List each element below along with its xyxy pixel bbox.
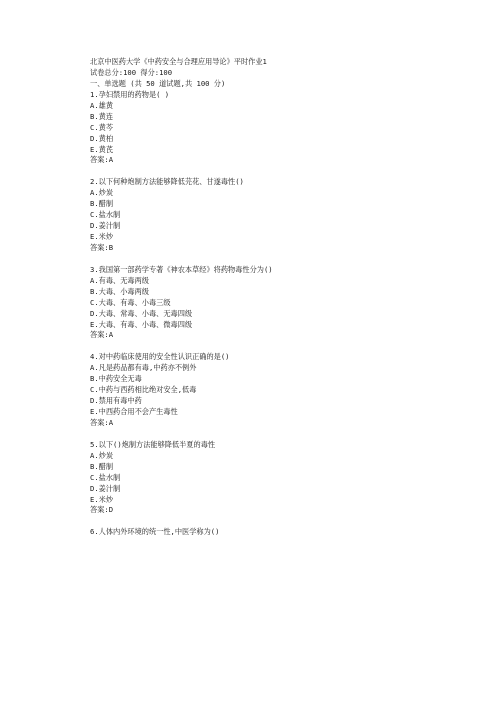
question-stem: 5.以下()炮制方法能够降低半夏的毒性 — [90, 439, 216, 449]
option-c: C.黄芩 — [90, 122, 114, 132]
answer-line: 答案:D — [90, 505, 114, 515]
option-a: A.凡是药品都有毒,中药亦不例外 — [90, 363, 197, 373]
document-header — [90, 57, 470, 90]
option-e: E.中西药合用不会产生毒性 — [90, 407, 178, 416]
question-block-3 — [90, 265, 470, 342]
option-e: E.米炒 — [90, 232, 114, 241]
document-page — [90, 57, 470, 538]
answer-line: 答案:B — [90, 242, 114, 252]
option-b: B.黄连 — [90, 111, 114, 121]
option-d: D.黄柏 — [90, 133, 114, 143]
question-block-1 — [90, 90, 470, 167]
option-c: C.大毒、有毒、小毒三级 — [90, 297, 171, 307]
option-a: A.炒炭 — [90, 188, 114, 198]
question-block-6 — [90, 527, 470, 538]
option-b: B.中药安全无毒 — [90, 374, 142, 384]
option-c: C.中药与西药相比绝对安全,低毒 — [90, 385, 197, 395]
answer-line: 答案:A — [90, 155, 114, 165]
question-stem: 4.对中药临床使用的安全性认识正确的是() — [90, 352, 230, 362]
option-d: D.姜汁制 — [90, 221, 121, 231]
document-title: 北京中医药大学《中药安全与合理应用导论》平时作业1 — [90, 57, 267, 66]
question-stem: 2.以下何种炮制方法能够降低芫花、甘遂毒性() — [90, 177, 244, 187]
option-e: E.米炒 — [90, 494, 114, 504]
answer-line: 答案:A — [90, 330, 114, 340]
question-block-5 — [90, 440, 470, 517]
option-b: B.醋制 — [90, 461, 114, 471]
option-a: A.雄黄 — [90, 100, 114, 110]
option-c: C.盐水制 — [90, 210, 121, 220]
option-e: E.大毒、有毒、小毒、微毒四级 — [90, 319, 193, 329]
option-b: B.大毒、小毒两级 — [90, 286, 149, 296]
question-block-4 — [90, 352, 470, 429]
question-block-2 — [90, 177, 470, 254]
option-d: D.禁用有毒中药 — [90, 396, 142, 406]
question-stem: 3.我国第一部药学专著《神农本草经》将药物毒性分为() — [90, 264, 273, 274]
option-b: B.醋制 — [90, 199, 114, 209]
question-stem: 6.人体内外环境的统一性,中医学称为() — [90, 527, 220, 537]
option-e: E.黄芪 — [90, 144, 114, 154]
answer-line: 答案:A — [90, 417, 114, 427]
section-heading: 一、单选题 (共 50 道试题,共 100 分) — [90, 78, 226, 88]
option-a: A.炒炭 — [90, 450, 114, 460]
option-a: A.有毒、无毒两级 — [90, 275, 149, 285]
option-c: C.盐水制 — [90, 472, 121, 482]
option-d: D.大毒、常毒、小毒、无毒四级 — [90, 308, 193, 318]
question-stem: 1.孕妇禁用的药物是( ) — [90, 89, 170, 99]
score-line: 试卷总分:100 得分:100 — [90, 67, 173, 77]
option-d: D.姜汁制 — [90, 483, 121, 493]
